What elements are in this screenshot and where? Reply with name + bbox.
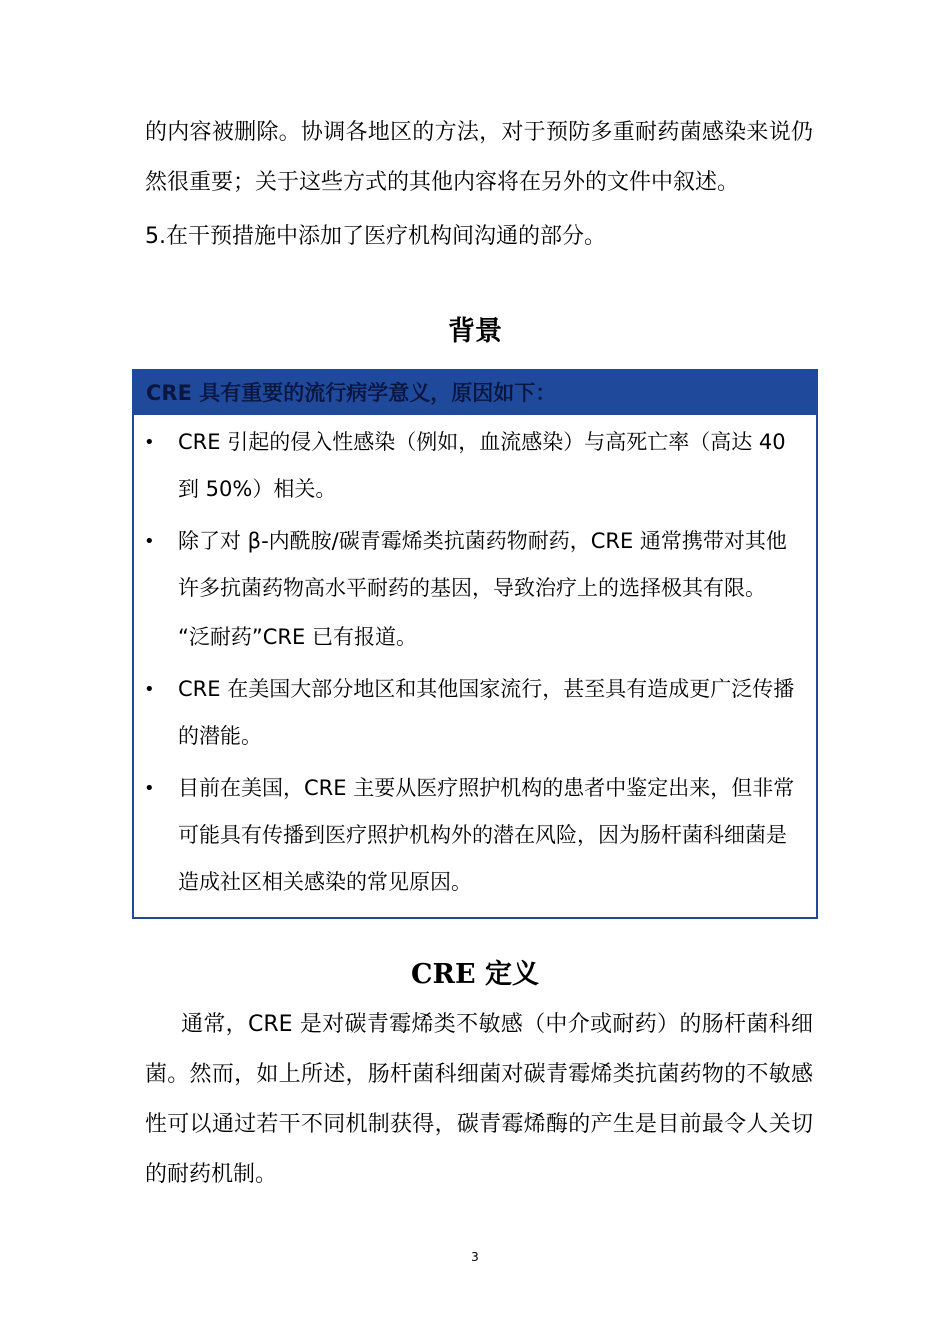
list-item (134, 666, 816, 760)
list-item-text: 除了对 β-内酰胺/碳青霉烯类抗菌药物耐药，CRE 通常携带对其他许多抗菌药物高水平耐药的基因，导致治疗上的选择极其有限。 (178, 529, 787, 600)
list-item (134, 419, 816, 513)
list-item (134, 518, 816, 661)
bullet-icon: • (144, 679, 155, 700)
list-item-text: CRE 在美国大部分地区和其他国家流行，甚至具有造成更广泛传播的潜能。 (178, 677, 795, 748)
bullet-icon: • (144, 778, 155, 799)
definition-heading: CRE 定义 (411, 959, 539, 990)
list-item (134, 765, 816, 906)
page-number: 3 (471, 1250, 479, 1264)
bullet-icon: • (144, 432, 155, 453)
box-header: CRE 具有重要的流行病学意义，原因如下： (134, 371, 816, 415)
epidemiology-box (132, 369, 818, 919)
box-list (134, 419, 816, 911)
list-item-note: “泛耐药”CRE 已有报道。 (178, 625, 417, 649)
definition-paragraph: 通常，CRE 是对碳青霉烯类不敏感（中介或耐药）的肠杆菌科细菌。然而，如上所述，肠杆菌科细菌对碳青霉烯类抗菌药物的不敏感性可以通过若干不同机制获得，碳青霉烯酶的产生是目前最令人关切的耐药机制。 (145, 1012, 813, 1187)
bullet-icon: • (144, 531, 155, 552)
intro-paragraph: 的内容被删除。协调各地区的方法，对于预防多重耐药菌感染来说仍然很重要；关于这些方式的其他内容将在另外的文件中叙述。 (145, 120, 813, 195)
list-item-text: CRE 引起的侵入性感染（例如，血流感染）与高死亡率（高达 40 到 50%）相关。 (178, 430, 786, 501)
list-item-text: 目前在美国，CRE 主要从医疗照护机构的患者中鉴定出来，但非常可能具有传播到医疗照护机构外的潜在风险，因为肠杆菌科细菌是造成社区相关感染的常见原因。 (178, 776, 795, 894)
background-heading: 背景 (448, 316, 502, 347)
item-5-paragraph: 5.在干预措施中添加了医疗机构间沟通的部分。 (145, 224, 606, 249)
